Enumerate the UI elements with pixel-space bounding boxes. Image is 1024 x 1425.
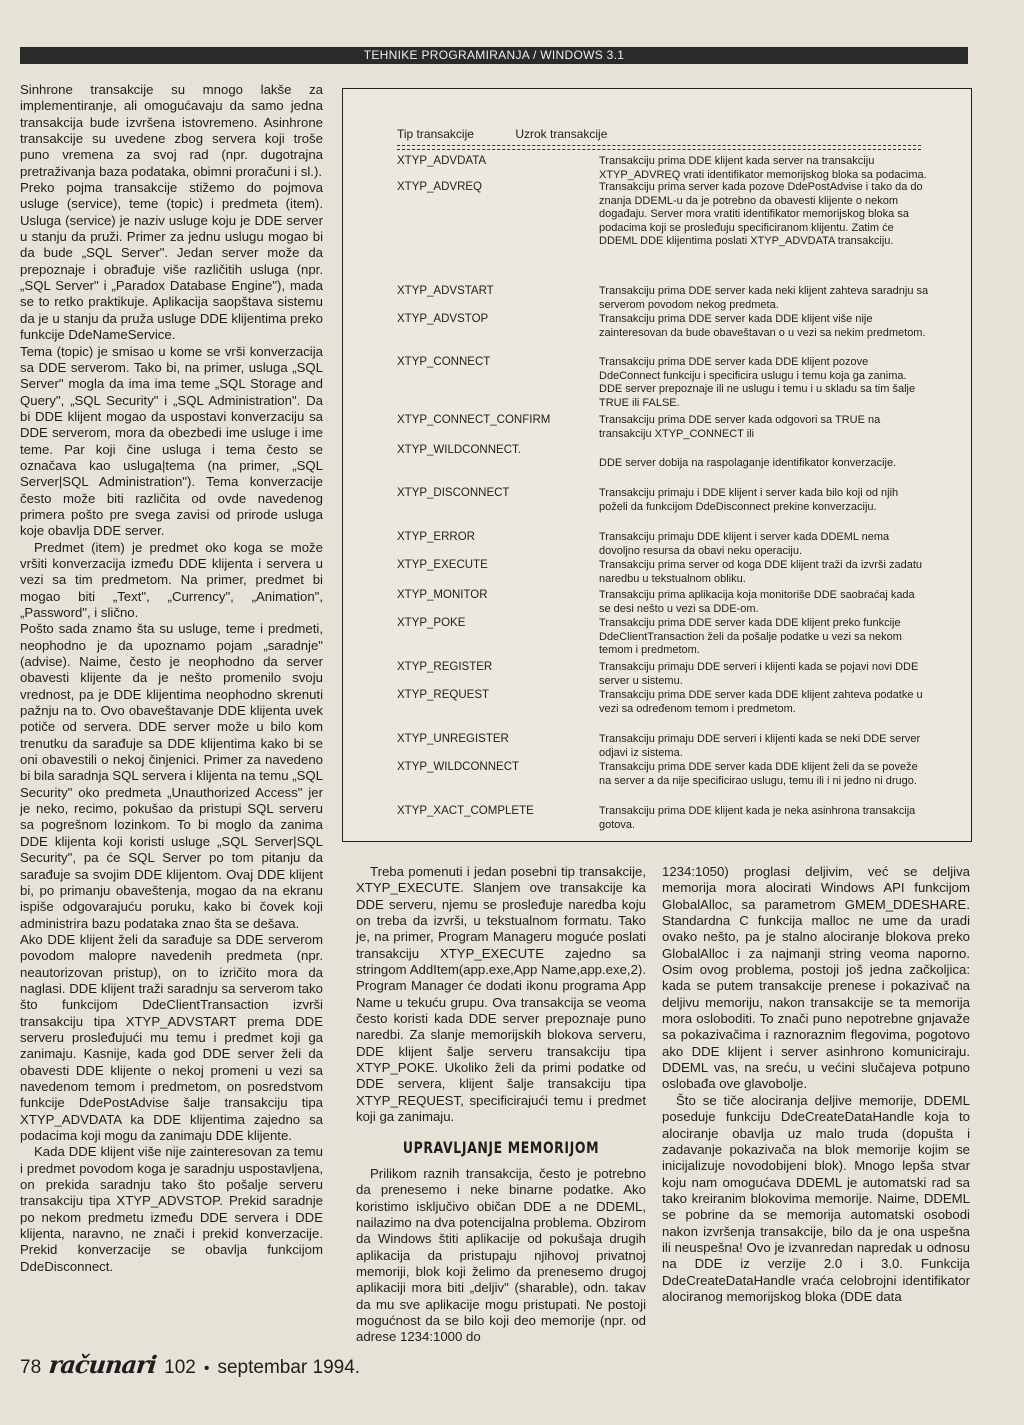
transaction-type: XTYP_EXECUTE	[397, 559, 488, 571]
transaction-description: Transakciju prima server kada pozove DdePostAdvise i tako da do znanja DDEML-u da je potrebno da obavesti klijente o nekom događaju. Server mora vratiti identifikator memorijskog bloka sa podacima koji se prosleđuju specificiranom klijentu. Zatim će DDEML DDE klijentima poslati XTYP_ADVDATA transakciju.	[599, 181, 923, 247]
transaction-type: XTYP_POKE	[397, 617, 466, 629]
transaction-type: XTYP_WILDCONNECT	[397, 761, 520, 773]
paragraph: Prilikom raznih transakcija, često je potrebno da prenesemo i neke binarne podatke. Ako koristimo isključivo običan DDE a ne DDEML, nailazimo na dva potencijalna problema. Obzirom da Windows štiti aplikacije od pokušaja drugih aplikacija da pristupaju njihovoj privatnoj memoriji, blok koji želimo da prenesemo drugoj aplikaciji mora biti „deljiv" (sharable), odn. takav da mu sve aplikacije mogu pristupati. Ne postoji mogućnost da se bilo koji deo memorije (npr. od adrese 1234:1000 do	[356, 1165, 646, 1345]
page-footer	[20, 1350, 360, 1379]
transaction-type: XTYP_REGISTER	[397, 661, 493, 673]
paragraph: Kada DDE klijent više nije zainteresovan za temu i predmet povodom koga je saradnju uspostavljena, on prekida saradnju tako što pošalje serveru transakciju tipa XTYP_ADVSTOP. Prekid saradnje po nekom predmetu između DDE servera i DDE klijenta, naravno, ne znači i prekid konverzacije. Prekid konverzacije se obavlja funkcijom DdeDisconnect.	[20, 1144, 323, 1274]
issue-number: 102	[164, 1357, 196, 1378]
column-header-cause: Uzrok transakcije	[515, 127, 608, 141]
paragraph: Ako DDE klijent želi da sarađuje sa DDE serverom povodom malopre navedenih predmeta (npr. neautorizovan pristup), on to izričito mora da naglasi. DDE klijent traži saradnju sa serverom tako što funkcijom DdeClientTransaction izvrši transakciju tipa XTYP_ADVSTART prema DDE serveru prosleđujući mu temu i predmet koji ga zanimaju. Kasnije, kada god DDE server želi da obavesti DDE klijente o nekoj promeni u vezi sa navedenom temom i predmetom, on posredstvom funkcije DdePostAdvise šalje transakciju tipa XTYP_ADVDATA ka DDE klijentima zajedno sa podacima koji mogu da zanimaju DDE klijente.	[20, 931, 323, 1143]
paragraph: 1234:1050) proglasi deljivim, već se deljiva memorija mora alocirati Windows API funkcijom GlobalAlloc, sa parametrom GMEM_DDESHARE. Standardna C funkcija malloc ne ume da uradi ovako nešto, pa je stalno alociranje blokova preko GlobalAlloc i za najmanji string veoma naporno. Osim ovog problema, postoji još jedna začkoljica: kada se putem transakcije prenese i pokazivač na deljivu memoriju, nakon transakcije se ta memorija mora osloboditi. To znači puno nepotrebne gnjavaže sa pokazivačima i raznoraznim flegovima, pogotovo ako DDE klijent i server asinhrono komuniciraju. DDEML vas, na sreću, u većini slučajeva potpuno oslobađa ove glavobolje.	[662, 864, 970, 1092]
right-column	[662, 864, 970, 1305]
transaction-types-table	[342, 88, 972, 842]
transaction-type: XTYP_CONNECT_CONFIRM	[397, 414, 551, 426]
transaction-type: XTYP_DISCONNECT	[397, 487, 510, 499]
transaction-type: XTYP_ADVSTOP	[397, 313, 489, 325]
transaction-type: XTYP_WILDCONNECT.	[397, 444, 521, 456]
transaction-type: XTYP_ADVREQ	[397, 181, 482, 193]
transaction-description: DDE server dobija na raspolaganje identifikator konverzacije.	[599, 457, 897, 469]
paragraph: Sinhrone transakcije su mnogo lakše za implementiranje, ali omogućavaju da samo jedna transakcija bude izvršena istovremeno. Asinhrone transakcije su uvedene zbog servera koji troše puno vremena za svoj rad (npr. dugotrajna pretraživanja baza podataka, obimni proračuni i sl.).	[20, 82, 323, 179]
issue-date: septembar 1994.	[217, 1357, 361, 1378]
transaction-description: Transakciju primaju DDE klijent i server kada DDEML nema dovoljno resursa da obavi neku operaciju.	[599, 531, 890, 557]
paragraph: Tema (topic) je smisao u kome se vrši konverzacija sa DDE serverom. Tako bi, na primer, usluga „SQL Server" mogla da ima ima teme „SQL Storage and Query", „SQL Security" i „SQL Administration". Da bi DDE klijent mogao da uspostavi konverzaciju sa DDE serverom, mora da obezbedi ime usluge i ime teme. Par koji čine usluga i tema često se označava kao usluga|tema (na primer, „SQL Server|SQL Administration"). Tema konverzacije često može biti različita od ovde navedenog primera pošto pre svega zavisi od prirode usluga koje obavlja DDE server.	[20, 343, 323, 539]
middle-column	[356, 864, 646, 1346]
page-number: 78	[20, 1357, 42, 1378]
column-header-type: Tip transakcije	[397, 127, 474, 141]
paragraph: Što se tiče alociranja deljive memorije, DDEML poseduje funkciju DdeCreateDataHandle koja to alociranje obavlja uz malo truda (dopušta i zadavanje pokazivača na blok memorije kojim se inicijalizuje novodobijeni blok). Mnogo lepša stvar koju nam omogućava DDEML je automatski rad sa tako kreiranim blokovima memorije. Naime, DDEML se pobrine da se memorija automatski osobodi nakon izvršenja transakcije, bilo da je ona uspešna ili neuspešna! Ovo je izvanredan napredak u odnosu na DDE iz verzije 2.0 i 3.0. Funkcija DdeCreateDataHandle vraća celobrojni identifikator alociranog memorijskog bloka (DDE data	[662, 1092, 970, 1304]
transaction-description: Transakciju prima DDE server kada DDE klijent pozove DdeConnect funkciju i specificira uslugu i temu koja ga zanima. DDE server prepoznaje ili ne uslugu i temu i u skladu sa tim šalje TRUE ili FALSE.	[599, 356, 916, 409]
left-column	[20, 82, 323, 1275]
transaction-description: Transakciju primaju DDE serveri i klijenti kada se neki DDE server odjavi iz sistema.	[599, 733, 921, 759]
table-rule	[397, 145, 921, 150]
transaction-type: XTYP_REQUEST	[397, 689, 490, 701]
transaction-description: Transakciju primaju DDE serveri i klijenti kada se pojavi novi DDE server u sistemu.	[599, 661, 919, 687]
paragraph: Pošto sada znamo šta su usluge, teme i predmeti, neophodno je da upoznamo pojam „saradnje" (advise). Naime, često je neophodno da server obavesti klijente da je nešto promenilo svoju vrednost, pa je DDE klijentima neophodno skrenuti pažnju na to. Ovo obaveštavanje DDE klijenta uvek potiče od servera. DDE server može u bilo kom trenutku da sarađuje sa DDE klijentima kako bi se oni obavestili o nekoj činjenici. Primer za navedeno bi bila saradnja SQL servera i klijenta na temu „SQL Security" oko predmeta „Unauthorized Access" jer je neko, recimo, pokušao da pristupi SQL serveru sa pogrešnom lozinkom. To bi moglo da zanima DDE klijenta koji koristi usluge „SQL Server|SQL Security", pa će SQL Server po tom pitanju da sarađuje sa svojim DDE klijentom. Ovaj DDE klijent bi, po primanju obaveštenja, mogao da na ekranu ispiše odgovarajuću poruku, kako bi čovek koji administrira bazu podataka znao šta se dešava.	[20, 621, 323, 931]
transaction-description: Transakciju prima DDE server kada DDE klijent zahteva podatke u vezi sa određenom temom i predmetom.	[599, 689, 923, 715]
transaction-description: Transakciju prima DDE server kada DDE klijent više nije zainteresovan da bude obaveštavan o u vezi sa nekim predmetom.	[599, 313, 926, 339]
transaction-type: XTYP_ERROR	[397, 531, 475, 543]
section-header: TEHNIKE PROGRAMIRANJA / WINDOWS 3.1	[20, 47, 968, 64]
transaction-type: XTYP_ADVDATA	[397, 155, 487, 167]
transaction-type: XTYP_UNREGISTER	[397, 733, 509, 745]
transaction-description: Transakciju prima DDE klijent kada server na transakciju XTYP_ADVREQ vrati identifikator memorijskog bloka sa podacima.	[599, 155, 927, 181]
paragraph: Predmet (item) je predmet oko koga se može vršiti konverzacija između DDE klijenta i servera u vezi sa tim predmetom. Na primer, predmet bi mogao biti „Text", „Currency", „Animation", „Password", i slično.	[20, 539, 323, 620]
transaction-description: Transakciju prima aplikacija koja monitoriše DDE saobraćaj kada se desi nešto u vezi sa DDE-om.	[599, 589, 915, 615]
paragraph: Preko pojma transakcije stižemo do pojmova usluge (service), teme (topic) i predmeta (item). Usluga (service) je naziv usluge koju je DDE server u stanju da pruži. Primer za jednu uslugu mogao bi da bude „SQL Server". Jedan server može da prepoznaje i obrađuje više različitih usluga (npr. „SQL Server" i „Paradox Database Engine"), mada se to retko praktikuje. Aplikacija saopštava sistemu da je u stanju da pruža usluge DDE klijentima preko funkcije DdeNameService.	[20, 180, 323, 343]
transaction-description: Transakciju prima DDE server kada odgovori sa TRUE na transakciju XTYP_CONNECT ili	[599, 414, 881, 440]
transaction-description: Transakciju prima DDE server kada DDE klijent preko funkcije DdeClientTransaction želi da pošalje podatke u vezi sa nekom temom i predmetom.	[599, 617, 902, 656]
transaction-description: Transakciju primaju i DDE klijent i server kada bilo koji od njih poželi da funkcijom DdeDisconnect prekine konverzaciju.	[599, 487, 899, 513]
transaction-type: XTYP_MONITOR	[397, 589, 488, 601]
section-heading: UPRAVLJANJE MEMORIJOM	[402, 1137, 600, 1157]
transaction-type: XTYP_XACT_COMPLETE	[397, 805, 534, 817]
paragraph: Treba pomenuti i jedan posebni tip transakcije, XTYP_EXECUTE. Slanjem ove transakcije ka DDE serveru, njemu se prosleđuje naredba koju on treba da izvrši, u tekstualnom formatu. Tako je, na primer, Program Manageru moguće poslati transakciju XTYP_EXECUTE zajedno sa stringom AddItem(app.exe,App Name,app.exe,2). Program Manager će dodati ikonu programa App Name u tekuću grupu. Ova transakcija se veoma često koristi kada DDE server prepoznaje puno naredbi. Za slanje memorijskih blokova serveru, DDE klijent šalje serveru transakciju tipa XTYP_POKE. Ukoliko želi da primi podatke od DDE servera, klijent šalje transakciju tipa XTYP_REQUEST, specificirajući temu i predmet koji ga zanimaju.	[356, 864, 646, 1125]
transaction-description: Transakciju prima DDE klijent kada je neka asinhrona transakcija gotova.	[599, 805, 916, 831]
transaction-description: Transakciju prima DDE server kada neki klijent zahteva saradnju sa serverom povodom nekog predmeta.	[599, 285, 929, 311]
table-header	[397, 127, 607, 141]
magazine-logo: računari	[47, 1350, 158, 1379]
transaction-type: XTYP_ADVSTART	[397, 285, 494, 297]
transaction-type: XTYP_CONNECT	[397, 356, 491, 368]
transaction-description: Transakciju prima server od koga DDE klijent traži da izvrši zadatu naredbu u tekstualnom obliku.	[599, 559, 922, 585]
transaction-description: Transakciju prima DDE server kada DDE klijent želi da se poveže na server a da nije specificirao uslugu, temu ili i ni jedno ni drugo.	[599, 761, 918, 787]
bullet-separator: •	[203, 1360, 210, 1377]
